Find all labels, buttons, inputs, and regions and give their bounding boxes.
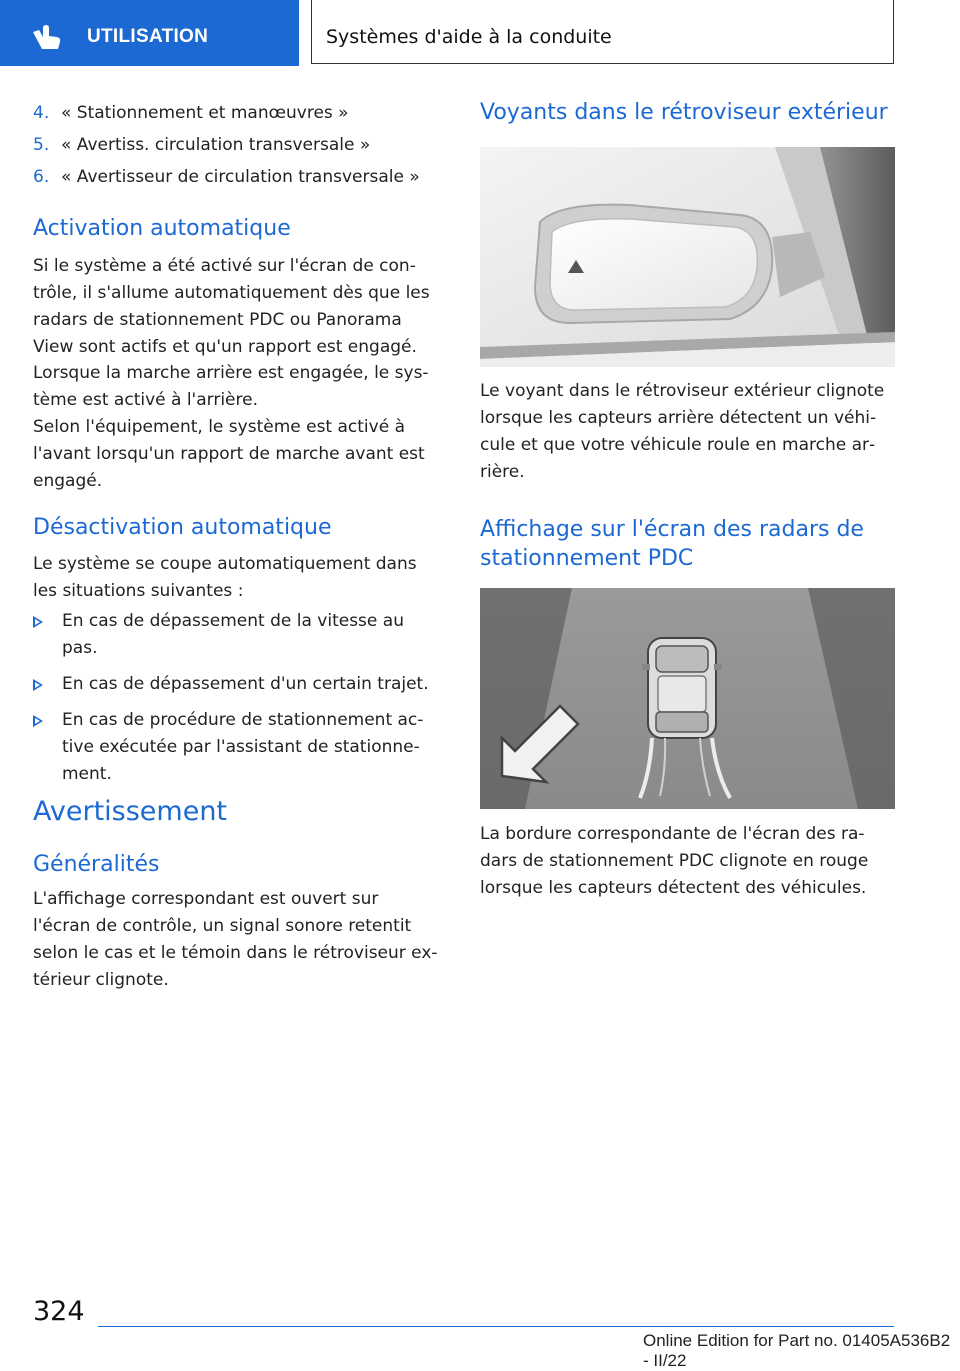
mirror-paragraph	[480, 378, 900, 486]
warning-heading: Avertissement	[33, 796, 228, 827]
heading-line: Affichage sur l'écran des radars de	[480, 517, 864, 542]
mirror-heading: Voyants dans le rétroviseur extérieur	[480, 100, 888, 125]
text-line: les situations suivantes :	[33, 581, 244, 601]
text-line: l'écran de contrôle, un signal sonore retentit	[33, 916, 412, 936]
numbered-list	[33, 103, 445, 199]
text-line: selon le cas et le témoin dans le rétroviseur ex‐	[33, 943, 438, 963]
bullet-arrow-icon	[33, 715, 43, 727]
section-label: Systèmes d'aide à la conduite	[326, 26, 612, 48]
text-line: En cas de procédure de stationnement ac‐	[62, 710, 424, 730]
text-line: tème est activé à l'arrière.	[33, 390, 258, 410]
list-number: 5.	[33, 135, 50, 155]
pdc-heading	[480, 515, 864, 573]
pdc-drawing	[480, 588, 895, 809]
text-line: cule et que votre véhicule roule en marche ar‐	[480, 435, 876, 455]
text-line: Le voyant dans le rétroviseur extérieur clignote	[480, 381, 885, 401]
text-line: térieur clignote.	[33, 970, 169, 990]
list-text: « Stationnement et manœuvres »	[61, 103, 349, 123]
activation-heading: Activation automatique	[33, 216, 291, 241]
text-line: La bordure correspondante de l'écran des ra‐	[480, 824, 865, 844]
chapter-label: UTILISATION	[87, 26, 209, 47]
deactivation-heading: Désactivation automatique	[33, 515, 332, 540]
text-line: pas.	[62, 638, 98, 658]
page-header	[0, 0, 960, 66]
activation-paragraph-1	[33, 253, 453, 361]
text-line: dars de stationnement PDC clignote en rouge	[480, 851, 869, 871]
bullet-item	[33, 671, 445, 698]
bullet-arrow-icon	[33, 679, 43, 691]
page-number: 324	[33, 1296, 85, 1327]
pdc-illustration	[480, 588, 895, 809]
bullet-list	[33, 608, 445, 797]
footer-divider	[98, 1326, 894, 1327]
general-paragraph	[33, 886, 453, 994]
edition-text: Online Edition for Part no. 01405A536B2 - II/22	[643, 1331, 951, 1370]
text-line: L'affichage correspondant est ouvert sur	[33, 889, 379, 909]
list-item	[33, 167, 445, 199]
general-heading: Généralités	[33, 852, 160, 877]
text-line: En cas de dépassement d'un certain trajet.	[62, 674, 429, 694]
pdc-paragraph	[480, 821, 900, 902]
bullet-item	[33, 707, 445, 788]
chapter-tab	[0, 0, 299, 66]
text-line: ment.	[62, 764, 112, 784]
list-number: 6.	[33, 167, 50, 187]
list-item	[33, 135, 445, 167]
text-line: Le système se coupe automatiquement dans	[33, 554, 417, 574]
text-line: radars de stationnement PDC ou Panorama	[33, 310, 402, 330]
activation-paragraph-3	[33, 414, 453, 495]
list-text: « Avertisseur de circulation transversale »	[61, 167, 420, 187]
section-box	[311, 0, 894, 64]
list-number: 4.	[33, 103, 50, 123]
bullet-item	[33, 608, 445, 662]
text-line: lorsque les capteurs détectent des véhicules.	[480, 878, 867, 898]
text-line: Lorsque la marche arrière est engagée, le sys‐	[33, 363, 429, 383]
bullet-arrow-icon	[33, 616, 43, 628]
text-line: engagé.	[33, 471, 103, 491]
list-text: « Avertiss. circulation transversale »	[61, 135, 371, 155]
text-line: l'avant lorsqu'un rapport de marche avant est	[33, 444, 425, 464]
activation-paragraph-2	[33, 360, 453, 414]
text-line: En cas de dépassement de la vitesse au	[62, 611, 404, 631]
mirror-drawing	[480, 147, 895, 367]
text-line: Si le système a été activé sur l'écran de con‐	[33, 256, 416, 276]
heading-line: stationnement PDC	[480, 546, 694, 571]
text-line: rière.	[480, 462, 525, 482]
text-line: trôle, il s'allume automatiquement dès que les	[33, 283, 430, 303]
text-line: View sont actifs et qu'un rapport est engagé.	[33, 337, 417, 357]
text-line: lorsque les capteurs arrière détectent un véhi‐	[480, 408, 877, 428]
text-line: Selon l'équipement, le système est activé à	[33, 417, 405, 437]
list-item	[33, 103, 445, 135]
text-line: tive exécutée par l'assistant de stationne‐	[62, 737, 420, 757]
hand-pointer-icon	[30, 24, 64, 50]
mirror-illustration	[480, 147, 895, 367]
deactivation-paragraph	[33, 551, 453, 605]
